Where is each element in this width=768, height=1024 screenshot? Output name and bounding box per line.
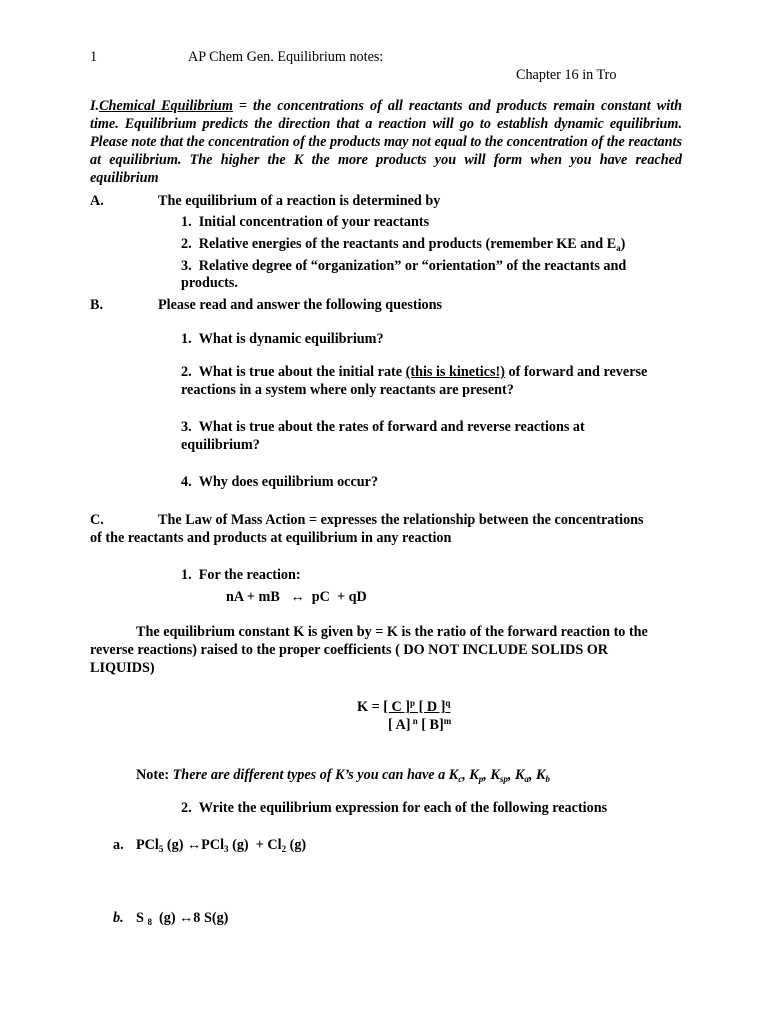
reaction-a <box>136 836 306 858</box>
document-title: AP Chem Gen. Equilibrium notes: <box>188 49 384 65</box>
section-1-numeral: I. <box>90 98 100 114</box>
k-definition-line-3: LIQUIDS) <box>90 660 155 676</box>
reaction-b <box>136 909 228 931</box>
k-den-b: [ B] <box>417 717 444 733</box>
note-sub-a: a <box>524 774 529 784</box>
general-reaction: nA + mB ↔ pC + qD <box>226 589 367 605</box>
section-1-term: Chemical Equilibrium <box>99 98 233 114</box>
reaction-a-p3: (g) + Cl <box>228 837 282 853</box>
section-a-item-3: 3. Relative degree of “organization” or “orientation” of the reactants and <box>181 258 627 274</box>
question-3-cont: equilibrium? <box>181 437 260 453</box>
section-a-letter: A. <box>90 193 104 209</box>
k-den-a: [ A] <box>388 717 411 733</box>
section-c-item-2: 2. Write the equilibrium expression for each of the following reactions <box>181 800 608 816</box>
reaction-b-s1: 8 <box>147 917 152 927</box>
k-den-n: n <box>410 716 418 726</box>
note-text-main: There are different types of K’s you can have a K <box>172 767 459 783</box>
section-c-item-1: 1. For the reaction: <box>181 567 301 583</box>
note-sub-c: c <box>458 774 463 784</box>
k-types-note <box>136 766 550 788</box>
section-a-item-2-close: ) <box>620 236 626 252</box>
section-1-text: = the concentrations of all reactants and products remain constant with time. Equilibrium predicts the direction that a reaction will go to establish dynamic equilibrium. Please note that the concentration of the products may not equal to the concentration of the reactants at equilibrium. The higher the K the more products you will form when you have reached equilibrium <box>90 98 682 186</box>
reaction-a-p4: (g) <box>286 837 307 853</box>
section-a-item-2-text: 2. Relative energies of the reactants and products (remember KE and E <box>181 236 617 252</box>
reaction-b-label: b. <box>113 910 124 926</box>
section-b-heading: Please read and answer the following questions <box>158 297 443 313</box>
k-num-p: p <box>410 698 416 708</box>
note-sub-p: p <box>478 774 484 784</box>
section-b-letter: B. <box>90 297 104 313</box>
section-c-line-1: The Law of Mass Action = expresses the relationship between the concentrations <box>158 512 644 528</box>
section-1-definition <box>90 97 682 187</box>
page-number: 1 <box>90 49 98 65</box>
reaction-a-s2: 3 <box>224 844 229 854</box>
k-num-q: q <box>445 698 451 708</box>
section-a-item-2 <box>181 235 625 257</box>
reaction-a-p2: (g) ↔PCl <box>163 837 225 853</box>
section-c-letter: C. <box>90 512 104 528</box>
reaction-a-label: a. <box>113 837 124 853</box>
reaction-a-s1: 5 <box>158 844 164 854</box>
k-lhs: K = <box>357 699 384 715</box>
k-num-d: [ D ] <box>415 699 446 715</box>
k-definition-line-1: The equilibrium constant K is given by = K is the ratio of the forward reaction to the <box>136 624 648 640</box>
k-definition-line-2: reverse reactions) raised to the proper coefficients ( DO NOT INCLUDE SOLIDS OR <box>90 642 609 658</box>
question-2-text-end: of forward and reverse <box>504 364 648 380</box>
k-den-m: m <box>443 716 452 726</box>
question-4: 4. Why does equilibrium occur? <box>181 474 379 490</box>
reaction-b-p2: (g) ↔8 S(g) <box>151 910 229 926</box>
section-a-item-2-subscript: a <box>616 243 621 253</box>
question-2-text: 2. What is true about the initial rate <box>181 364 406 380</box>
section-a-item-1: 1. Initial concentration of your reactants <box>181 214 430 230</box>
question-3: 3. What is true about the rates of forward and reverse reactions at <box>181 419 585 435</box>
note-text: There are different types of K’s you can have a $K_c$, $K_p$, $K_{sp}$, $K_a$, $K_b$ <box>172 767 550 784</box>
chapter-reference: Chapter 16 in Tro <box>516 67 617 83</box>
k-expression-denominator <box>388 712 451 734</box>
section-c-line-2: of the reactants and products at equilibrium in any reaction <box>90 530 452 546</box>
section-a-heading: The equilibrium of a reaction is determined by <box>158 193 441 209</box>
question-1: 1. What is dynamic equilibrium? <box>181 331 384 347</box>
question-2-cont: reactions in a system where only reactants are present? <box>181 382 514 398</box>
question-2 <box>181 363 647 381</box>
reaction-b-p1: S <box>136 910 148 926</box>
question-2-emphasis: (this is kinetics!) <box>405 364 505 380</box>
note-sub-sp: sp <box>499 774 508 784</box>
note-sub-b: b <box>545 774 550 784</box>
reaction-a-s3: 2 <box>281 844 287 854</box>
note-label: Note: <box>136 767 173 783</box>
k-num-c: [ C ] <box>383 699 411 715</box>
section-a-item-3-cont: products. <box>181 275 238 291</box>
reaction-a-p1: PCl <box>136 837 159 853</box>
